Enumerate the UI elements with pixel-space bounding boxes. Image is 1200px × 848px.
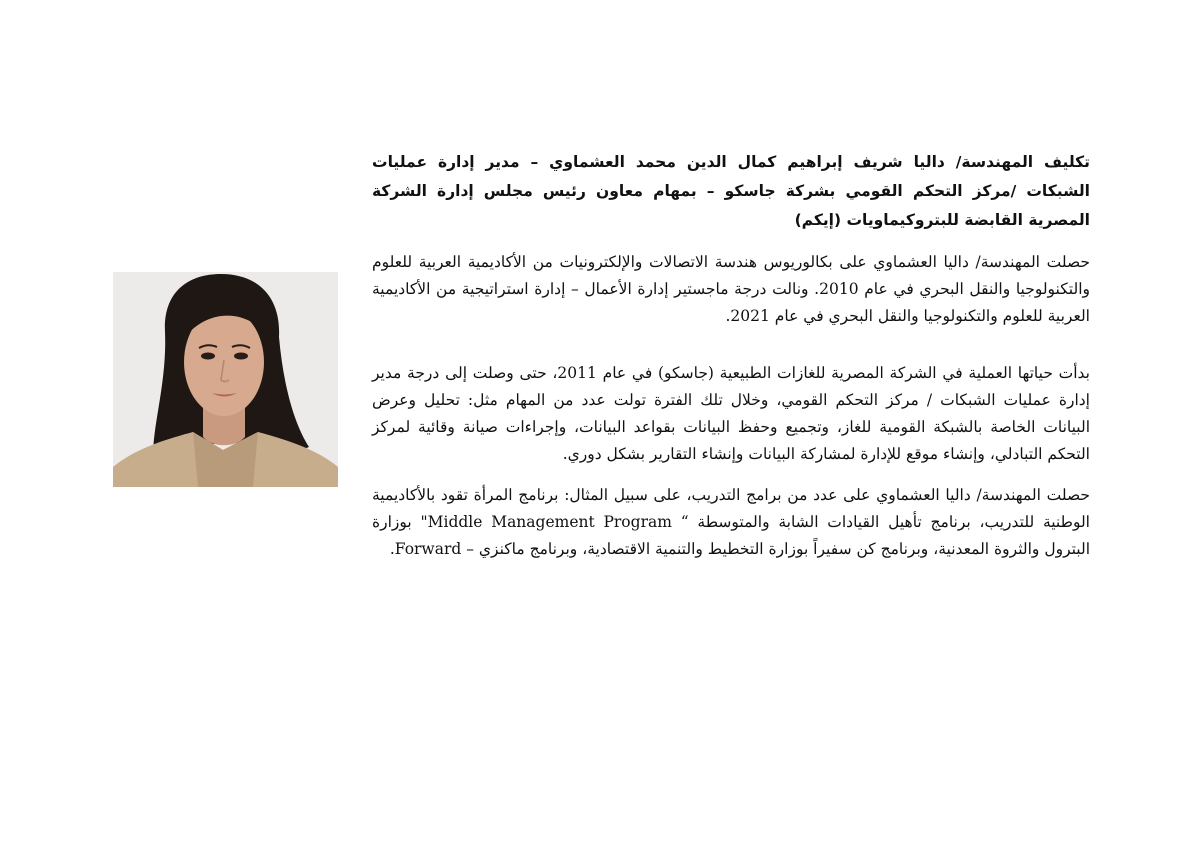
training-paragraph: حصلت المهندسة/ داليا العشماوي على عدد من برامج التدريب، على سبيل المثال: برنامج المرأة تقود بالأكاديمية الوطنية للتدريب، برنامج تأهيل القيادات الشابة والمتوسطة “ Middle Management Program" بوزارة البترول والثروة المعدنية، وبرنامج كن سفيراً بوزارة التخطيط والتنمية الاقتصادية، وبرنامج ماكنزي – Forward.: [372, 486, 1090, 558]
biography-text: [372, 148, 1090, 577]
portrait-photo: [113, 272, 338, 487]
career-paragraph: بدأت حياتها العملية في الشركة المصرية للغازات الطبيعية (جاسكو) في عام 2011، حتى وصلت إلى درجة مدير إدارة عمليات الشبكات / مركز التحكم القومي، وخلال تلك الفترة تولت عدد من المهام مثل: تحليل وعرض البيانات الخاصة بالشبكة القومية للغاز، وتجميع وحفظ البيانات بقواعد البيانات، وإجراءات صيانة وقائية لمركز التحكم التبادلي، وإنشاء موقع للإدارة لمشاركة البيانات وإنشاء التقارير بشكل دوري.: [372, 364, 1090, 463]
portrait-illustration: [113, 272, 338, 487]
education-paragraph: حصلت المهندسة/ داليا العشماوي على بكالوريوس هندسة الاتصالات والإلكترونيات من الأكاديمية العربية للعلوم والتكنولوجيا والنقل البحري في عام 2010. ونالت درجة ماجستير إدارة الأعمال – إدارة استراتيجية من الأكاديمية العربية للعلوم والتكنولوجيا والنقل البحري في عام 2021.: [372, 253, 1090, 325]
appointment-heading: تكليف المهندسة/ داليا شريف إبراهيم كمال الدين محمد العشماوي – مدير إدارة عمليات الشبكات /مركز التحكم القومي بشركة جاسكو – بمهام معاون رئيس مجلس إدارة الشركة المصرية القابضة للبتروكيماويات (إيكم): [372, 153, 1090, 229]
